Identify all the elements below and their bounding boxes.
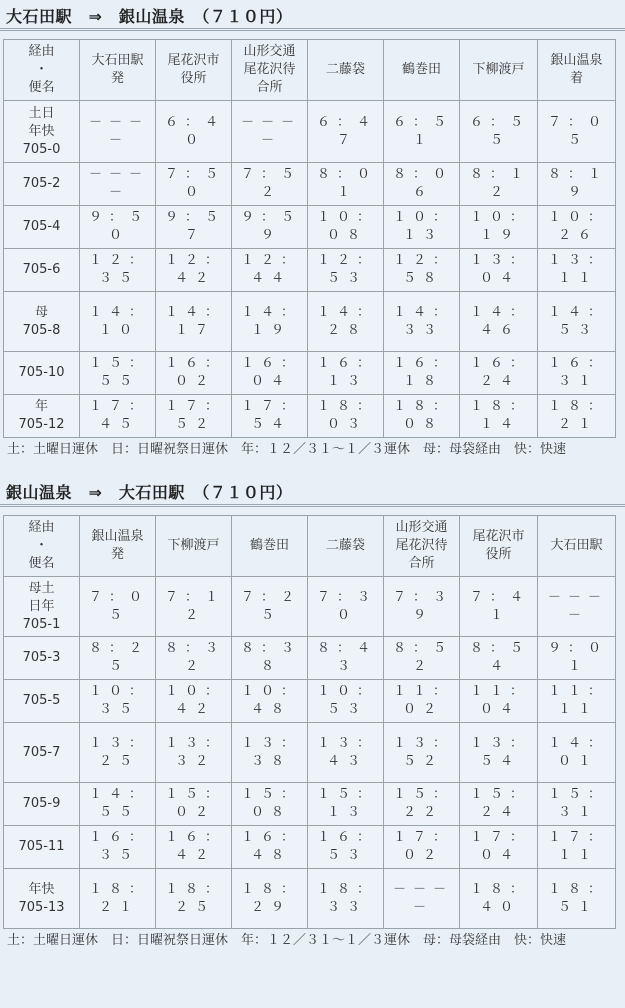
time-cell: １２：４２: [156, 249, 232, 292]
time-cell: １６：５３: [308, 826, 384, 869]
route-cell: 705-10: [4, 352, 80, 395]
time-cell: －－－－: [232, 101, 308, 163]
time-cell: １２：３５: [80, 249, 156, 292]
time-cell: １７：０２: [384, 826, 460, 869]
time-cell: ７：２５: [232, 577, 308, 637]
time-cell: １２：５８: [384, 249, 460, 292]
time-cell: １６：３１: [538, 352, 616, 395]
legend-note-return: 土：土曜日運休 日：日曜祝祭日運休 年：１２／３１～１／３運休 母：母袋経由 快：快速: [7, 933, 567, 948]
route-cell: 705-6: [4, 249, 80, 292]
column-header-stop: 尾花沢市 役所: [460, 516, 538, 577]
time-cell: １６：０４: [232, 352, 308, 395]
time-cell: ８：１２: [460, 163, 538, 206]
section-title-return: 銀山温泉 ⇒ 大石田駅 （７１０円）: [0, 482, 625, 507]
time-cell: ７：３０: [308, 577, 384, 637]
time-cell: ７：５２: [232, 163, 308, 206]
time-cell: １４：１０: [80, 292, 156, 352]
time-cell: ９：５０: [80, 206, 156, 249]
column-header-stop: 二藤袋: [308, 516, 384, 577]
time-cell: ７：０５: [538, 101, 616, 163]
time-cell: １５：２４: [460, 783, 538, 826]
route-cell: 705-5: [4, 680, 80, 723]
table-row: [4, 826, 616, 869]
time-cell: １４：１９: [232, 292, 308, 352]
time-cell: １５：３１: [538, 783, 616, 826]
time-cell: １３：０４: [460, 249, 538, 292]
time-cell: １４：２８: [308, 292, 384, 352]
column-header-stop: 下柳渡戸: [156, 516, 232, 577]
time-cell: －－－－: [80, 163, 156, 206]
time-cell: ８：５４: [460, 637, 538, 680]
time-cell: １４：５３: [538, 292, 616, 352]
time-cell: ８：３２: [156, 637, 232, 680]
time-cell: ８：５２: [384, 637, 460, 680]
time-cell: １１：０２: [384, 680, 460, 723]
route-cell: 705-9: [4, 783, 80, 826]
time-cell: ９：５９: [232, 206, 308, 249]
time-cell: １４：３３: [384, 292, 460, 352]
time-cell: １４：１７: [156, 292, 232, 352]
time-cell: １６：１８: [384, 352, 460, 395]
time-cell: １８：０８: [384, 395, 460, 438]
time-cell: １８：５１: [538, 869, 616, 929]
time-cell: １７：１１: [538, 826, 616, 869]
time-cell: １６：１３: [308, 352, 384, 395]
time-cell: １３：５４: [460, 723, 538, 783]
column-header-stop: 銀山温泉 着: [538, 40, 616, 101]
time-cell: ７：１２: [156, 577, 232, 637]
time-cell: １８：２１: [80, 869, 156, 929]
time-cell: ６：５１: [384, 101, 460, 163]
time-cell: １０：１３: [384, 206, 460, 249]
table-row: [4, 723, 616, 783]
route-cell: 705-7: [4, 723, 80, 783]
time-cell: １０：３５: [80, 680, 156, 723]
time-cell: ７：５０: [156, 163, 232, 206]
time-cell: １４：０１: [538, 723, 616, 783]
route-cell: 年 705-12: [4, 395, 80, 438]
table-row: [4, 783, 616, 826]
time-cell: １６：０２: [156, 352, 232, 395]
route-cell: 母土 日年 705-1: [4, 577, 80, 637]
time-cell: １７：４５: [80, 395, 156, 438]
column-header-stop: 山形交通 尾花沢待 合所: [232, 40, 308, 101]
time-cell: １８：２９: [232, 869, 308, 929]
time-cell: １８：３３: [308, 869, 384, 929]
time-cell: １０：２６: [538, 206, 616, 249]
column-header-route: 経由 ・ 便名: [4, 516, 80, 577]
route-cell: 年快 705-13: [4, 869, 80, 929]
time-cell: ９：０１: [538, 637, 616, 680]
time-cell: １８：２１: [538, 395, 616, 438]
time-cell: １５：５５: [80, 352, 156, 395]
column-header-stop: 大石田駅 発: [80, 40, 156, 101]
time-cell: ９：５７: [156, 206, 232, 249]
time-cell: １３：２５: [80, 723, 156, 783]
time-cell: １４：５５: [80, 783, 156, 826]
time-cell: １１：１１: [538, 680, 616, 723]
time-cell: １７：５２: [156, 395, 232, 438]
time-cell: １８：２５: [156, 869, 232, 929]
time-cell: －－－－: [538, 577, 616, 637]
time-cell: １５：０８: [232, 783, 308, 826]
time-cell: ６：４７: [308, 101, 384, 163]
time-cell: １０：０８: [308, 206, 384, 249]
time-cell: １８：４０: [460, 869, 538, 929]
time-cell: ８：１９: [538, 163, 616, 206]
table-row: [4, 101, 616, 163]
time-cell: １０：４８: [232, 680, 308, 723]
column-header-stop: 銀山温泉 発: [80, 516, 156, 577]
time-cell: １６：４８: [232, 826, 308, 869]
time-cell: ７：４１: [460, 577, 538, 637]
column-header-stop: 二藤袋: [308, 40, 384, 101]
time-cell: １０：４２: [156, 680, 232, 723]
table-row: [4, 637, 616, 680]
table-row: [4, 163, 616, 206]
timetable-return: [3, 515, 616, 929]
time-cell: ６：５５: [460, 101, 538, 163]
section-title-outbound: 大石田駅 ⇒ 銀山温泉 （７１０円）: [0, 6, 625, 31]
time-cell: ６：４０: [156, 101, 232, 163]
time-cell: －－－－: [384, 869, 460, 929]
column-header-stop: 鶴巻田: [384, 40, 460, 101]
route-cell: 母 705-8: [4, 292, 80, 352]
time-cell: １５：１３: [308, 783, 384, 826]
time-cell: １８：０３: [308, 395, 384, 438]
time-cell: １１：０４: [460, 680, 538, 723]
column-header-stop: 尾花沢市 役所: [156, 40, 232, 101]
table-row: [4, 292, 616, 352]
time-cell: １６：４２: [156, 826, 232, 869]
time-cell: －－－－: [80, 101, 156, 163]
time-cell: １７：０４: [460, 826, 538, 869]
time-cell: １０：１９: [460, 206, 538, 249]
table-row: [4, 680, 616, 723]
time-cell: １４：４６: [460, 292, 538, 352]
time-cell: １０：５３: [308, 680, 384, 723]
time-cell: １６：２４: [460, 352, 538, 395]
table-row: [4, 249, 616, 292]
time-cell: ８：０６: [384, 163, 460, 206]
time-cell: １３：４３: [308, 723, 384, 783]
table-row: [4, 206, 616, 249]
column-header-stop: 山形交通 尾花沢待 合所: [384, 516, 460, 577]
table-row: [4, 869, 616, 929]
table-row: [4, 352, 616, 395]
route-cell: 土日 年快 705-0: [4, 101, 80, 163]
header-row: [4, 40, 616, 101]
time-cell: １３：１１: [538, 249, 616, 292]
route-cell: 705-11: [4, 826, 80, 869]
time-cell: １２：５３: [308, 249, 384, 292]
column-header-stop: 下柳渡戸: [460, 40, 538, 101]
time-cell: ８：３８: [232, 637, 308, 680]
table-row: [4, 577, 616, 637]
column-header-route: 経由 ・ 便名: [4, 40, 80, 101]
route-cell: 705-4: [4, 206, 80, 249]
timetable-outbound: [3, 39, 616, 438]
legend-note-outbound: 土：土曜日運休 日：日曜祝祭日運休 年：１２／３１～１／３運休 母：母袋経由 快：快速: [7, 442, 567, 457]
time-cell: ７：０５: [80, 577, 156, 637]
time-cell: １３：３８: [232, 723, 308, 783]
section-outbound: [0, 0, 625, 458]
time-cell: １６：３５: [80, 826, 156, 869]
route-cell: 705-3: [4, 637, 80, 680]
header-row: [4, 516, 616, 577]
route-cell: 705-2: [4, 163, 80, 206]
time-cell: １２：４４: [232, 249, 308, 292]
time-cell: ８：４３: [308, 637, 384, 680]
time-cell: ８：２５: [80, 637, 156, 680]
table-row: [4, 395, 616, 438]
time-cell: ７：３９: [384, 577, 460, 637]
column-header-stop: 鶴巻田: [232, 516, 308, 577]
column-header-stop: 大石田駅: [538, 516, 616, 577]
time-cell: １３：３２: [156, 723, 232, 783]
time-cell: １５：２２: [384, 783, 460, 826]
time-cell: １３：５２: [384, 723, 460, 783]
section-return: [0, 458, 625, 949]
time-cell: １５：０２: [156, 783, 232, 826]
time-cell: ８：０１: [308, 163, 384, 206]
time-cell: １７：５４: [232, 395, 308, 438]
time-cell: １８：１４: [460, 395, 538, 438]
